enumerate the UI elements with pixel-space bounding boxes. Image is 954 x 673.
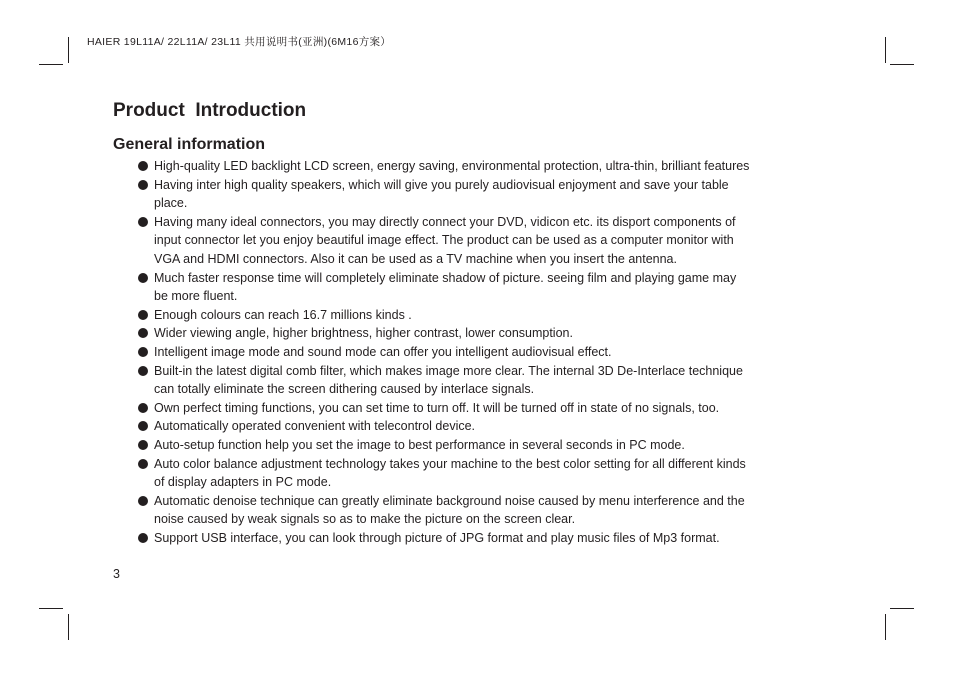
bullet-dot-icon bbox=[138, 403, 148, 413]
list-item bbox=[137, 455, 837, 492]
bullet-dot-icon bbox=[138, 310, 148, 320]
bullet-dot-icon bbox=[138, 366, 148, 376]
list-item-text: Enough colours can reach 16.7 millions kinds . bbox=[154, 307, 412, 322]
list-item bbox=[137, 324, 837, 343]
bullet-dot-icon bbox=[138, 533, 148, 543]
bullet-dot-icon bbox=[138, 273, 148, 283]
list-item bbox=[137, 529, 837, 548]
list-item-text: Intelligent image mode and sound mode can offer you intelligent audiovisual effect. bbox=[154, 344, 612, 359]
list-item-text: Auto-setup function help you set the image to best performance in several seconds in PC mode. bbox=[154, 437, 685, 452]
list-item-text: Auto color balance adjustment technology takes your machine to the best color setting for all different kinds of display adapters in PC mode. bbox=[154, 456, 746, 490]
list-item bbox=[137, 362, 837, 399]
crop-mark-top-left-v bbox=[68, 37, 69, 63]
list-item bbox=[137, 399, 837, 418]
list-item bbox=[137, 343, 837, 362]
list-item-text: High-quality LED backlight LCD screen, energy saving, environmental protection, ultra-thin, brilliant features bbox=[154, 159, 750, 173]
running-header: HAIER 19L11A/ 22L11A/ 23L11 共用说明书(亚洲)(6M16方案） bbox=[87, 36, 392, 48]
page-number: 3 bbox=[113, 567, 120, 581]
section-heading: General information bbox=[113, 136, 266, 153]
crop-mark-bottom-right-v bbox=[885, 614, 886, 640]
list-item bbox=[137, 157, 837, 176]
crop-mark-bottom-left-v bbox=[68, 614, 69, 640]
list-item-text: Having many ideal connectors, you may directly connect your DVD, vidicon etc. its disport components of input connector let you enjoy beautiful image effect. The product can be used as a computer monitor with VGA and HDMI connectors. Also it can be used as a TV machine when you insert the antenna. bbox=[154, 214, 736, 266]
page-title: Product Introduction bbox=[113, 100, 307, 121]
crop-mark-top-right-h bbox=[890, 64, 914, 65]
crop-mark-bottom-right-h bbox=[890, 608, 914, 609]
list-item bbox=[137, 213, 837, 269]
list-item bbox=[137, 176, 837, 213]
list-item-text: Automatically operated convenient with telecontrol device. bbox=[154, 419, 476, 434]
list-item bbox=[137, 306, 837, 325]
list-item-text: Own perfect timing functions, you can set time to turn off. It will be turned off in state of no signals, too. bbox=[154, 400, 720, 415]
bullet-dot-icon bbox=[138, 161, 148, 171]
bullet-dot-icon bbox=[138, 459, 148, 469]
list-item bbox=[137, 492, 837, 529]
bullet-dot-icon bbox=[138, 347, 148, 357]
crop-mark-bottom-left-h bbox=[39, 608, 63, 609]
list-item bbox=[137, 436, 837, 455]
crop-mark-top-right-v bbox=[885, 37, 886, 63]
list-item-text: Built-in the latest digital comb filter, which makes image more clear. The internal 3D De-Interlace technique can totally eliminate the screen dithering caused by interlace signals. bbox=[154, 363, 743, 397]
list-item-text: Having inter high quality speakers, which will give you purely audiovisual enjoyment and save your table place. bbox=[154, 177, 729, 211]
crop-mark-top-left-h bbox=[39, 64, 63, 65]
bullet-dot-icon bbox=[138, 440, 148, 450]
bullet-dot-icon bbox=[138, 180, 148, 190]
list-item bbox=[137, 417, 837, 436]
bullet-dot-icon bbox=[138, 328, 148, 338]
bullet-dot-icon bbox=[138, 217, 148, 227]
list-item-text: Automatic denoise technique can greatly eliminate background noise caused by menu interference and the noise caused by weak signals so as to make the picture on the screen clear. bbox=[154, 493, 745, 527]
bullet-dot-icon bbox=[138, 496, 148, 506]
list-item-text: Support USB interface, you can look through picture of JPG format and play music files of Mp3 format. bbox=[154, 530, 720, 545]
list-item-text: Much faster response time will completely eliminate shadow of picture. seeing film and playing game may be more fluent. bbox=[154, 270, 737, 304]
bullet-dot-icon bbox=[138, 421, 148, 431]
feature-list bbox=[137, 157, 837, 547]
list-item bbox=[137, 269, 837, 306]
list-item-text: Wider viewing angle, higher brightness, higher contrast, lower consumption. bbox=[154, 326, 573, 341]
